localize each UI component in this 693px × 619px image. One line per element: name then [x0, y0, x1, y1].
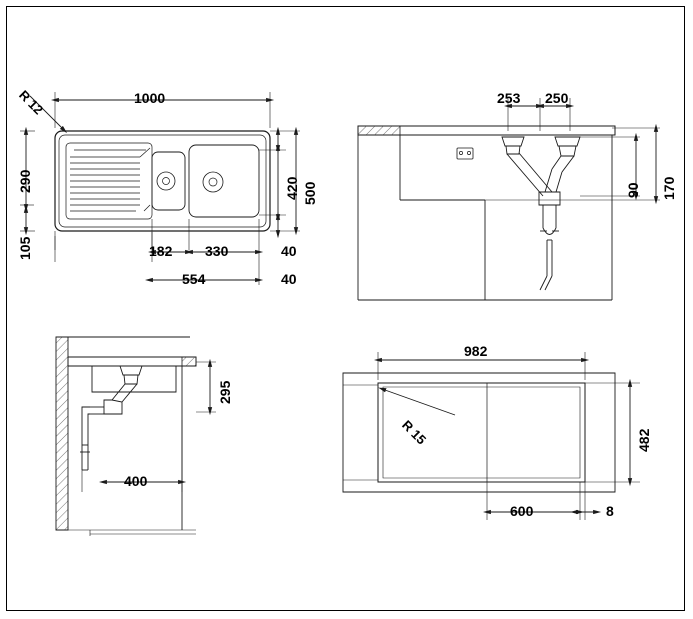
dim-554: 554 — [182, 271, 206, 287]
dim-8: 8 — [606, 503, 614, 519]
dim-253: 253 — [497, 90, 521, 106]
dim-420: 420 — [284, 176, 300, 200]
dim-600: 600 — [510, 503, 534, 519]
dim-482: 482 — [636, 428, 652, 452]
dim-182: 182 — [149, 243, 173, 259]
dim-982: 982 — [464, 343, 488, 359]
dim-40-bottom: 40 — [281, 271, 297, 287]
dim-105: 105 — [17, 236, 33, 260]
dim-40-top: 40 — [281, 243, 297, 259]
dim-250: 250 — [545, 90, 569, 106]
dim-500: 500 — [302, 181, 318, 205]
dim-330: 330 — [205, 243, 229, 259]
dim-170: 170 — [661, 176, 677, 200]
dim-r12: R 12 — [16, 87, 47, 118]
dim-90: 90 — [625, 182, 641, 198]
sheet-border — [6, 6, 685, 611]
dim-295: 295 — [217, 380, 233, 404]
dim-r15: R 15 — [399, 417, 430, 448]
dim-1000: 1000 — [134, 90, 166, 106]
dim-400: 400 — [124, 473, 148, 489]
dim-290: 290 — [17, 169, 33, 193]
